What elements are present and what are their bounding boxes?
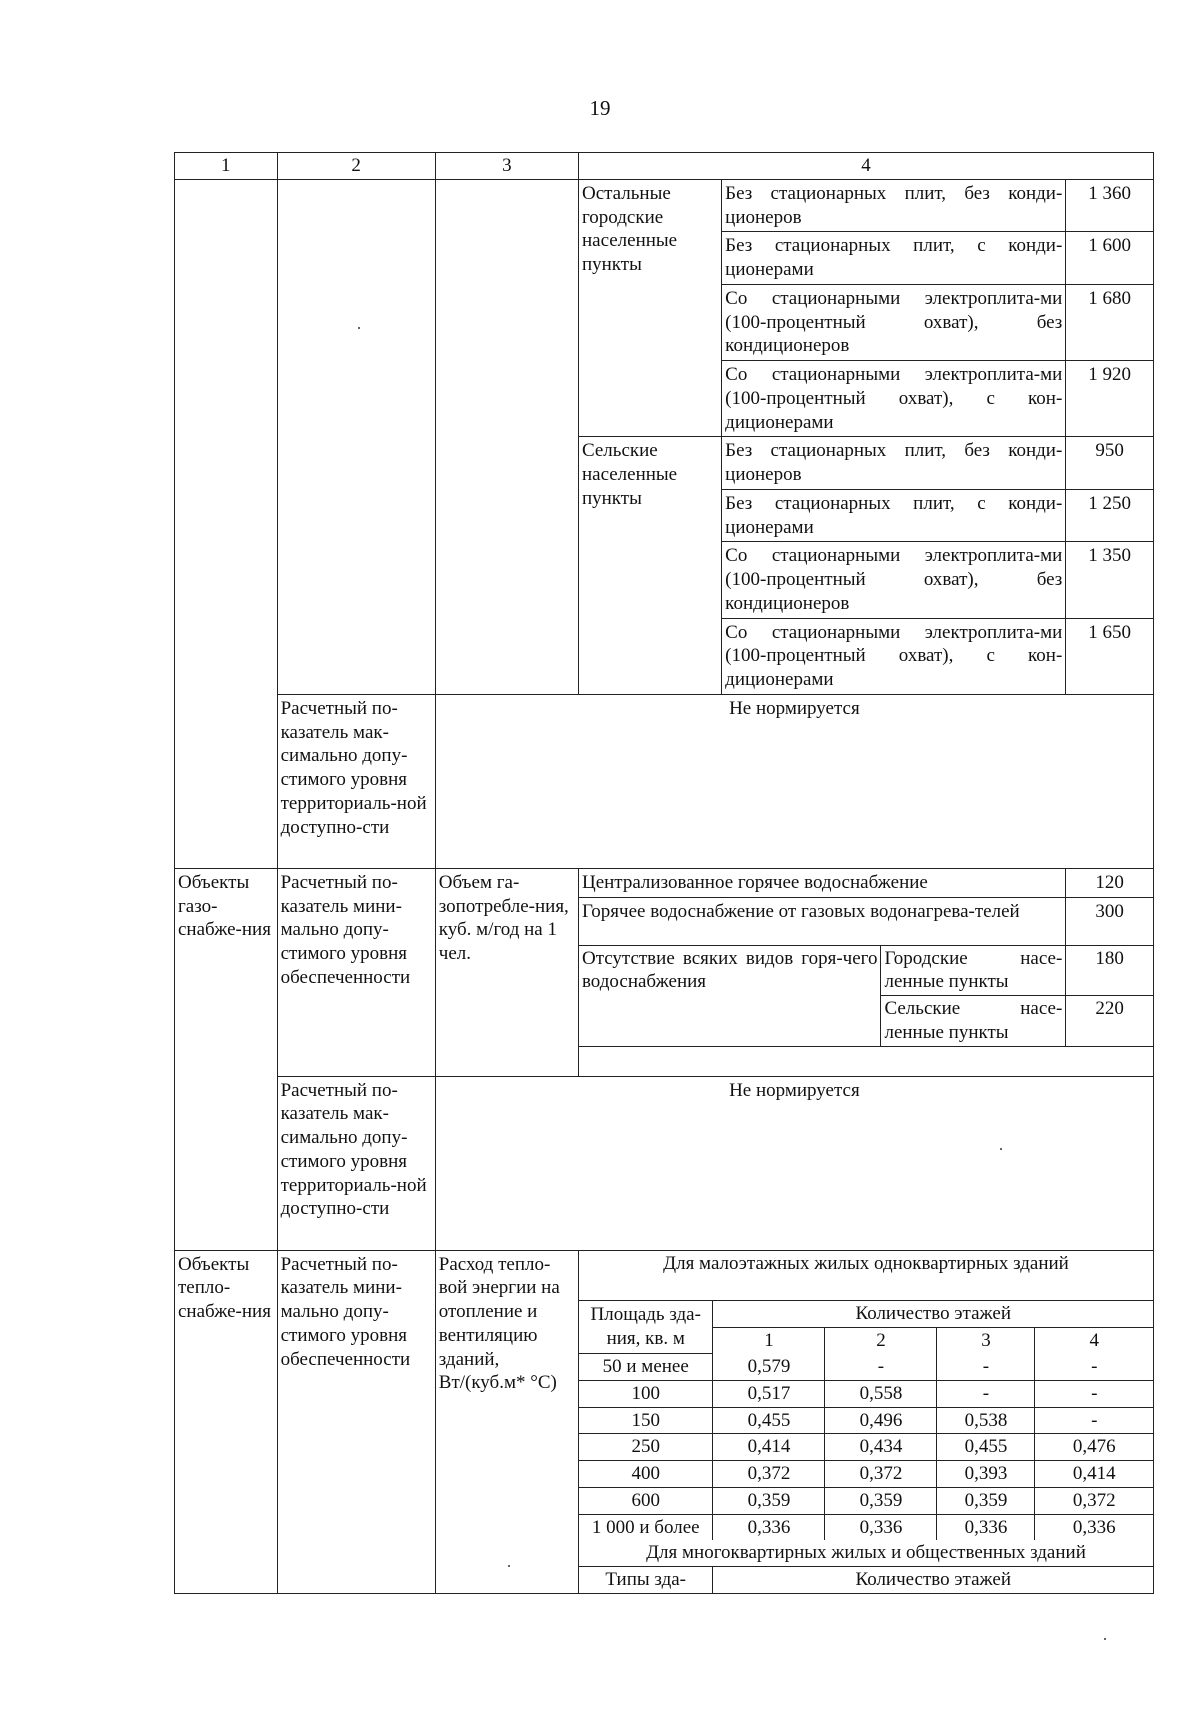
power-row-value: 1 600 — [1066, 232, 1154, 285]
heat-table-row — [579, 1354, 1153, 1381]
heat-area-cell: 100 — [579, 1380, 713, 1407]
heat-value-cell: 0,455 — [713, 1407, 825, 1434]
multi-floors-header: Количество этажей — [713, 1567, 1153, 1593]
building-types-header: Типы зда- — [579, 1567, 713, 1593]
floors-header: Количество этажей — [713, 1301, 1153, 1328]
heat-area-cell: 50 и менее — [579, 1354, 713, 1381]
gas-heaters-label: Горячее водоснабжение от газовых водонагрева-телей — [578, 897, 1065, 945]
power-row-desc: Со стационарными электроплита-ми (100-процентный охват), с кон-диционерами — [722, 618, 1066, 694]
heat-value-cell: 0,359 — [713, 1487, 825, 1514]
column-header-1: 1 — [175, 153, 278, 180]
gas-absent-label: Отсутствие всяких видов горя-чего водоснабжения — [579, 946, 881, 1046]
heat-value-cell: - — [1035, 1407, 1153, 1434]
gas-central-label: Централизованное горячее водоснабжение — [578, 868, 1065, 897]
norms-table — [174, 152, 1154, 1594]
scan-speck — [1000, 1148, 1002, 1150]
heat-area-cell: 150 — [579, 1407, 713, 1434]
heat-value-cell: 0,372 — [825, 1461, 937, 1488]
heat-table-row — [579, 1380, 1153, 1407]
heat-value-cell: 0,336 — [825, 1514, 937, 1540]
gas-empty-cell — [578, 1046, 1153, 1076]
gas-absent-rural-value: 220 — [1066, 996, 1153, 1044]
power-row-value: 1 350 — [1066, 542, 1154, 618]
gas-absent-urban-label: Городские насе-ленные пункты — [881, 946, 1065, 996]
heat-area-cell: 250 — [579, 1434, 713, 1461]
power-row-value: 1 360 — [1066, 179, 1154, 232]
measure-cell-continued — [435, 179, 578, 694]
heat-values-block — [578, 1250, 1153, 1593]
power-row-value: 1 650 — [1066, 618, 1154, 694]
low-rise-title: Для малоэтажных жилых одноквартирных зданий — [663, 1252, 1069, 1274]
heat-table-row — [579, 1434, 1153, 1461]
heat-table-row — [579, 1487, 1153, 1514]
heat-area-cell: 1 000 и более — [579, 1514, 713, 1540]
floor-header: 4 — [1035, 1327, 1153, 1353]
heat-indicator-label: Расчетный по-казатель мини-мально допу-стимого уровня обеспеченности — [277, 1250, 435, 1593]
territorial-value: Не нормируется — [435, 694, 1153, 868]
heat-value-cell: 0,496 — [825, 1407, 937, 1434]
gas-absent-values — [1066, 945, 1154, 1046]
power-row-desc: Без стационарных плит, с конди-ционерами — [722, 489, 1066, 542]
gas-indicator-label: Расчетный по-казатель мини-мально допу-стимого уровня обеспеченности — [277, 868, 435, 1076]
power-row-value: 950 — [1066, 437, 1154, 490]
gas-absent-rural-label: Сельские насе-ленные пункты — [881, 996, 1065, 1046]
heat-value-cell: - — [1035, 1354, 1153, 1381]
gas-heaters-value: 300 — [1066, 897, 1154, 945]
floor-header: 2 — [825, 1327, 937, 1353]
territorial-value: Не нормируется — [435, 1076, 1153, 1250]
gas-measure-label: Объем га-зопотребле-ния, куб. м/год на 1 чел. — [435, 868, 578, 1076]
heat-value-cell: 0,336 — [937, 1514, 1035, 1540]
power-row-value: 1 680 — [1066, 284, 1154, 360]
power-row-desc: Со стационарными электроплита-ми (100-процентный охват), с кон-диционерами — [722, 361, 1066, 437]
heat-area-cell: 600 — [579, 1487, 713, 1514]
heat-value-cell: 0,414 — [1035, 1461, 1153, 1488]
heat-values-table — [579, 1251, 1153, 1593]
page-number: 19 — [589, 96, 611, 120]
heat-value-cell: 0,359 — [937, 1487, 1035, 1514]
object-cell-continued — [175, 179, 278, 868]
heat-value-cell: 0,336 — [713, 1514, 825, 1540]
heat-table-row — [579, 1461, 1153, 1488]
heat-measure-label: Расход тепло-вой энергии на отопление и вентиляцию зданий, Вт/(куб.м* °С) — [435, 1250, 578, 1593]
heat-value-cell: - — [1035, 1380, 1153, 1407]
heat-value-cell: 0,579 — [713, 1354, 825, 1381]
heat-value-cell: 0,455 — [937, 1434, 1035, 1461]
heat-value-cell: 0,476 — [1035, 1434, 1153, 1461]
heat-value-cell: 0,393 — [937, 1461, 1035, 1488]
scan-speck — [508, 1565, 510, 1567]
column-header-2: 2 — [277, 153, 435, 180]
scan-speck — [1104, 1638, 1106, 1640]
heat-value-cell: 0,372 — [713, 1461, 825, 1488]
power-row-desc: Со стационарными электроплита-ми (100-процентный охват), без кондиционеров — [722, 284, 1066, 360]
power-row-value: 1 920 — [1066, 361, 1154, 437]
territorial-indicator-label: Расчетный по-казатель мак-симально допу-стимого уровня территориаль-ной доступно-сти — [277, 1076, 435, 1250]
floor-header: 1 — [713, 1327, 825, 1353]
power-row-desc: Без стационарных плит, с конди-ционерами — [722, 232, 1066, 285]
gas-absent-block — [578, 945, 1065, 1046]
heat-value-cell: 0,558 — [825, 1380, 937, 1407]
multi-apartment-title: Для многоквартирных жилых и общественных зданий — [579, 1540, 1153, 1566]
heat-value-cell: 0,336 — [1035, 1514, 1153, 1540]
scan-speck — [358, 327, 360, 329]
territorial-indicator-label: Расчетный по-казатель мак-симально допу-стимого уровня территориаль-ной доступно-сти — [277, 694, 435, 868]
gas-absent-urban-value: 180 — [1066, 946, 1153, 996]
column-header-3: 3 — [435, 153, 578, 180]
heat-value-cell: - — [825, 1354, 937, 1381]
heat-value-cell: 0,359 — [825, 1487, 937, 1514]
power-row-desc: Без стационарных плит, без конди-ционеров — [722, 179, 1066, 232]
heat-value-cell: - — [937, 1380, 1035, 1407]
floor-header: 3 — [937, 1327, 1035, 1353]
object-heat-supply: Объекты тепло-снабже-ния — [175, 1250, 278, 1593]
settlement-label-urban: Остальные городские населенные пункты — [578, 179, 721, 437]
area-header: Площадь зда-ния, кв. м — [579, 1301, 713, 1354]
power-row-value: 1 250 — [1066, 489, 1154, 542]
column-header-4: 4 — [578, 153, 1153, 180]
heat-value-cell: 0,372 — [1035, 1487, 1153, 1514]
power-row-desc: Без стационарных плит, без конди-ционеров — [722, 437, 1066, 490]
indicator-cell-continued — [277, 179, 435, 694]
settlement-label-rural: Сельские населенные пункты — [578, 437, 721, 695]
heat-value-cell: - — [937, 1354, 1035, 1381]
heat-value-cell: 0,538 — [937, 1407, 1035, 1434]
object-gas-supply: Объекты газо-снабже-ния — [175, 868, 278, 1250]
heat-value-cell: 0,517 — [713, 1380, 825, 1407]
heat-area-cell: 400 — [579, 1461, 713, 1488]
gas-central-value: 120 — [1066, 868, 1154, 897]
heat-table-row — [579, 1407, 1153, 1434]
heat-table-row — [579, 1514, 1153, 1540]
power-row-desc: Со стационарными электроплита-ми (100-процентный охват), без кондиционеров — [722, 542, 1066, 618]
heat-value-cell: 0,414 — [713, 1434, 825, 1461]
heat-value-cell: 0,434 — [825, 1434, 937, 1461]
